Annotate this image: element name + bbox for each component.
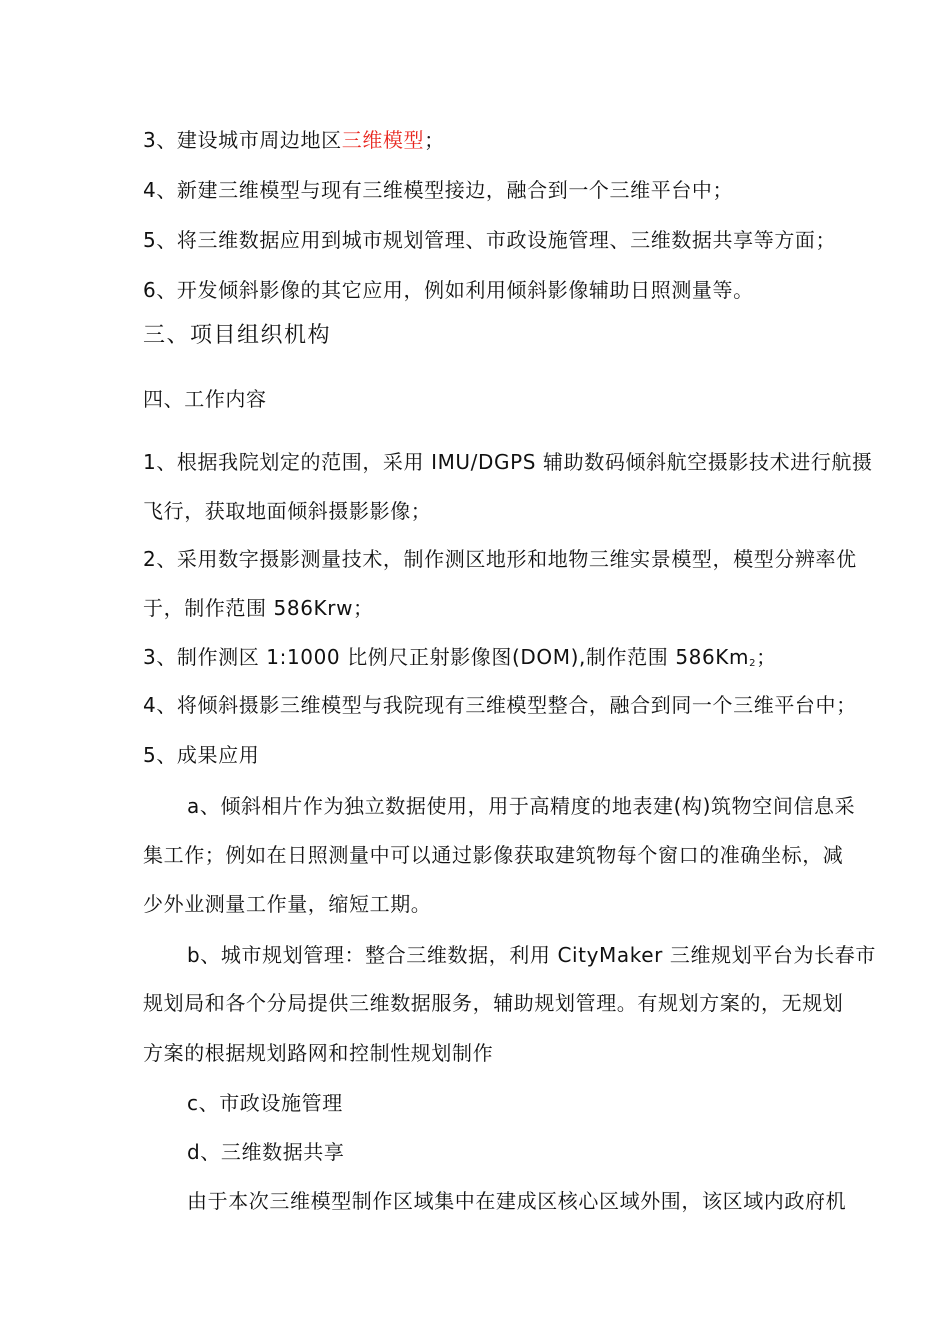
section-heading-3: 三、项目组织机构 xyxy=(143,323,332,348)
work-item-3-text: 3、制作测区 1:1000 比例尺正射影像图(DOM),制作范围 586Km xyxy=(143,645,750,669)
work-item-4: 4、将倾斜摄影三维模型与我院现有三维模型整合，融合到同一个三维平台中； xyxy=(143,693,857,717)
paragraph-last-line: 由于本次三维模型制作区域集中在建成区核心区域外围，该区域内政府机 xyxy=(187,1189,847,1213)
work-item-1-line-2: 飞行，获取地面倾斜摄影影像； xyxy=(143,499,432,523)
unit-subscript: 2 xyxy=(749,658,757,669)
work-item-3-end: ； xyxy=(756,645,777,669)
work-item-2-line-1: 2、采用数字摄影测量技术，制作测区地形和地物三维实景模型，模型分辨率优 xyxy=(143,547,857,571)
work-item-2-line-2: 于，制作范围 586Krw； xyxy=(143,596,374,620)
highlighted-term: 三维模型 xyxy=(341,128,425,152)
work-item-5: 5、成果应用 xyxy=(143,743,260,767)
list-item-6: 6、开发倾斜影像的其它应用，例如利用倾斜影像辅助日照测量等。 xyxy=(143,278,754,302)
list-item-4: 4、新建三维模型与现有三维模型接边，融合到一个三维平台中； xyxy=(143,178,734,202)
item-b-line-3: 方案的根据规划路网和控制性规划制作 xyxy=(143,1041,494,1065)
list-item-3 xyxy=(143,127,445,153)
item-a-line-1: a、倾斜相片作为独立数据使用，用于高精度的地表建(构)筑物空间信息采 xyxy=(187,794,856,818)
work-item-3 xyxy=(143,644,777,677)
list-item-3-text: 3、建设城市周边地区 xyxy=(143,128,342,152)
work-item-1-line-1: 1、根据我院划定的范围，采用 IMU/DGPS 辅助数码倾斜航空摄影技术进行航摄 xyxy=(143,450,873,474)
item-b-line-1: b、城市规划管理：整合三维数据，利用 CityMaker 三维规划平台为长春市 xyxy=(187,943,876,967)
item-d: d、三维数据共享 xyxy=(187,1140,345,1164)
section-heading-4: 四、工作内容 xyxy=(143,387,267,411)
item-a-line-2: 集工作；例如在日照测量中可以通过影像获取建筑物每个窗口的准确坐标，减 xyxy=(143,843,844,867)
list-item-3-end: ； xyxy=(424,128,445,152)
item-a-line-3: 少外业测量工作量，缩短工期。 xyxy=(143,892,432,916)
list-item-5: 5、将三维数据应用到城市规划管理、市政设施管理、三维数据共享等方面； xyxy=(143,228,837,252)
item-c: c、市政设施管理 xyxy=(187,1091,343,1115)
item-b-line-2: 规划局和各个分局提供三维数据服务，辅助规划管理。有规划方案的，无规划 xyxy=(143,991,844,1015)
